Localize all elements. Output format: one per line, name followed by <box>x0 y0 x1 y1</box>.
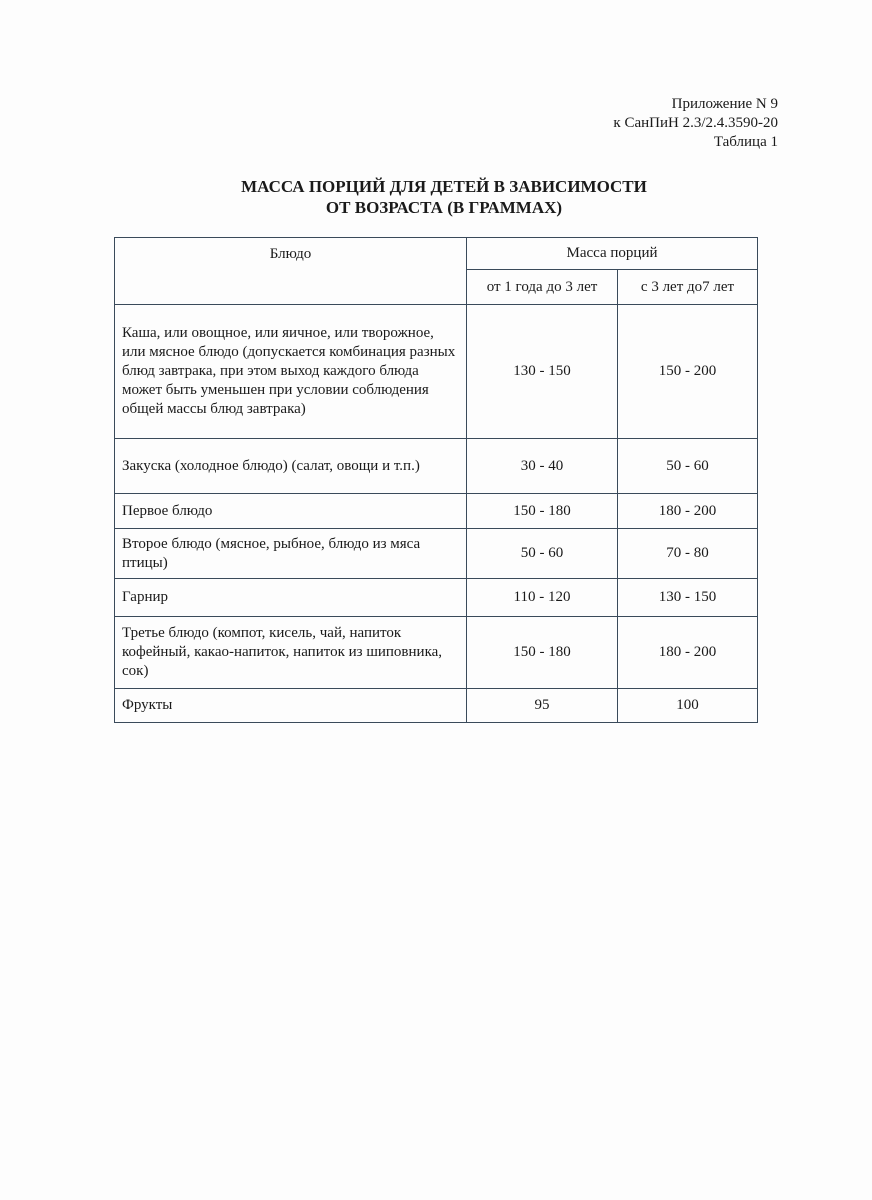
mass-age-3-7: 70 - 80 <box>618 529 758 579</box>
dish-cell: Третье блюдо (компот, кисель, чай, напиток кофейный, какао-напиток, напиток из шиповника, сок) <box>115 617 467 689</box>
mass-age-1-3: 150 - 180 <box>467 617 618 689</box>
mass-age-1-3: 50 - 60 <box>467 529 618 579</box>
header-mass: Масса порций <box>467 238 758 270</box>
appendix-note <box>613 95 778 152</box>
table-row <box>115 439 758 494</box>
portion-table <box>114 237 758 723</box>
mass-age-3-7: 150 - 200 <box>618 305 758 439</box>
regulation-reference: к СанПиН 2.3/2.4.3590-20 <box>613 115 778 131</box>
table-number: Таблица 1 <box>713 134 778 150</box>
title-line-2: ОТ ВОЗРАСТА (В ГРАММАХ) <box>325 198 563 217</box>
table-row <box>115 529 758 579</box>
dish-cell: Каша, или овощное, или яичное, или творожное, или мясное блюдо (допускается комбинация разных блюд завтрака, при этом выход каждого блюда может быть уменьшен при условии соблюдения общей массы блюд завтрака) <box>115 305 467 439</box>
table-row <box>115 617 758 689</box>
mass-age-3-7: 50 - 60 <box>618 439 758 494</box>
table-row <box>115 305 758 439</box>
mass-age-1-3: 110 - 120 <box>467 579 618 617</box>
table-row <box>115 579 758 617</box>
header-age-1-3: от 1 года до 3 лет <box>467 270 618 305</box>
mass-age-1-3: 150 - 180 <box>467 494 618 529</box>
header-age-3-7: с 3 лет до7 лет <box>618 270 758 305</box>
dish-cell: Фрукты <box>115 689 467 723</box>
mass-age-1-3: 130 - 150 <box>467 305 618 439</box>
table-header-row <box>115 238 758 270</box>
mass-age-1-3: 30 - 40 <box>467 439 618 494</box>
dish-cell: Второе блюдо (мясное, рыбное, блюдо из мяса птицы) <box>115 529 467 579</box>
mass-age-3-7: 180 - 200 <box>618 617 758 689</box>
mass-age-3-7: 180 - 200 <box>618 494 758 529</box>
mass-age-1-3: 95 <box>467 689 618 723</box>
document-title <box>114 176 774 218</box>
title-line-1: МАССА ПОРЦИЙ ДЛЯ ДЕТЕЙ В ЗАВИСИМОСТИ <box>241 177 647 196</box>
dish-cell: Закуска (холодное блюдо) (салат, овощи и т.п.) <box>115 439 467 494</box>
header-dish: Блюдо <box>115 238 467 305</box>
dish-cell: Первое блюдо <box>115 494 467 529</box>
appendix-number: Приложение N 9 <box>671 96 778 112</box>
dish-cell: Гарнир <box>115 579 467 617</box>
mass-age-3-7: 130 - 150 <box>618 579 758 617</box>
mass-age-3-7: 100 <box>618 689 758 723</box>
table-row <box>115 689 758 723</box>
table-row <box>115 494 758 529</box>
